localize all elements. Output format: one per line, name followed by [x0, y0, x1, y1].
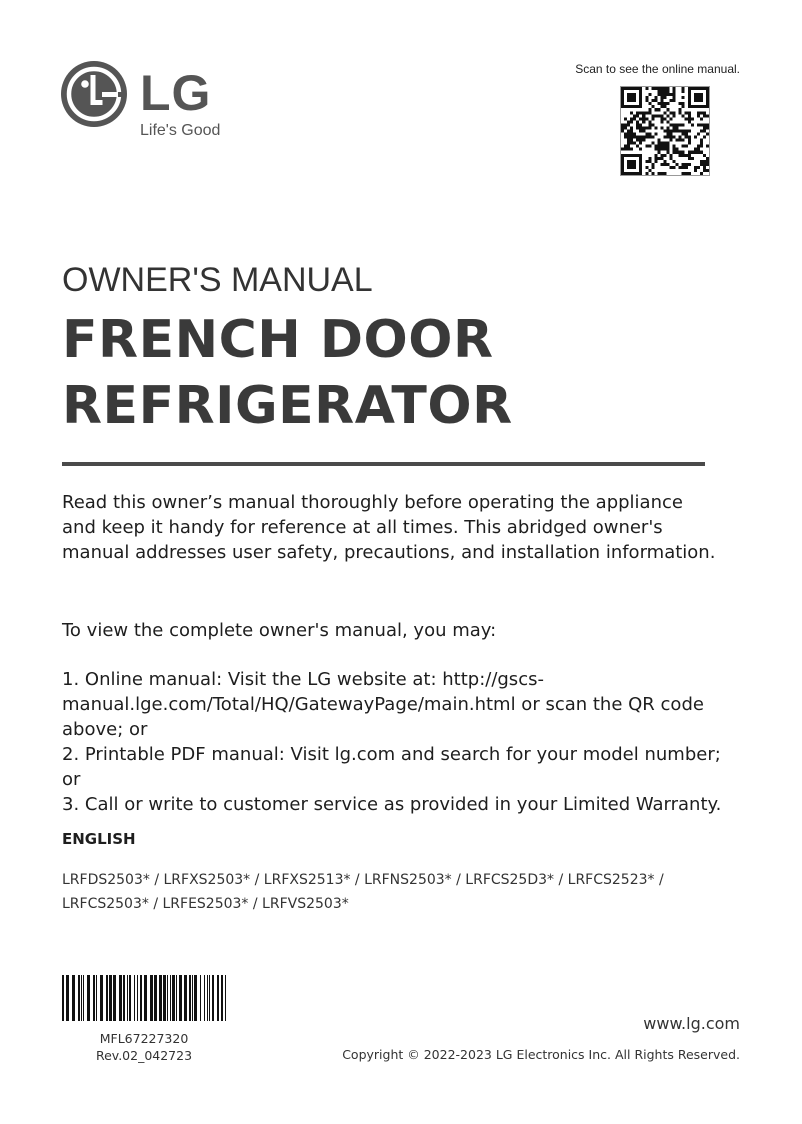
qr-code-icon[interactable] [620, 86, 710, 176]
product-title-line-2: REFRIGERATOR [62, 376, 513, 436]
lg-logo [60, 60, 240, 144]
qr-caption: Scan to see the online manual. [575, 62, 740, 76]
option-printable-pdf: 2. Printable PDF manual: Visit lg.com and search for your model number; or [62, 744, 721, 790]
title-divider [62, 462, 705, 466]
view-options-lead: To view the complete owner's manual, you may: [62, 620, 497, 641]
document-type: OWNER'S MANUAL [62, 261, 373, 299]
revision-code: Rev.02_042723 [95, 1048, 193, 1063]
part-number: MFL67227320 [99, 1031, 189, 1046]
barcode-icon [62, 975, 226, 1021]
lg-face-logo-icon [60, 60, 128, 128]
intro-paragraph: Read this owner’s manual thoroughly before operating the appliance and keep it handy for reference at all times. This abridged owner's manual addresses user safety, precautions, and installation information. [62, 492, 716, 563]
copyright-notice: Copyright © 2022-2023 LG Electronics Inc. All Rights Reserved. [342, 1047, 740, 1062]
option-customer-service: 3. Call or write to customer service as provided in your Limited Warranty. [62, 794, 722, 815]
model-numbers: LRFDS2503* / LRFXS2503* / LRFXS2513* / LRFNS2503* / LRFCS25D3* / LRFCS2523* / LRFCS2503* / LRFES2503* / LRFVS2503* [62, 872, 664, 912]
product-title-line-1: FRENCH DOOR [62, 310, 494, 370]
view-options-list [62, 667, 722, 817]
logo-wordmark: LG [140, 65, 212, 121]
logo-tagline: Life's Good [140, 122, 221, 139]
website-link[interactable]: www.lg.com [643, 1014, 740, 1033]
option-online-manual: 1. Online manual: Visit the LG website at: http://gscs-manual.lge.com/Total/HQ/GatewayPage/main.html or scan the QR code above; or [62, 669, 704, 740]
language-label: ENGLISH [62, 830, 136, 848]
